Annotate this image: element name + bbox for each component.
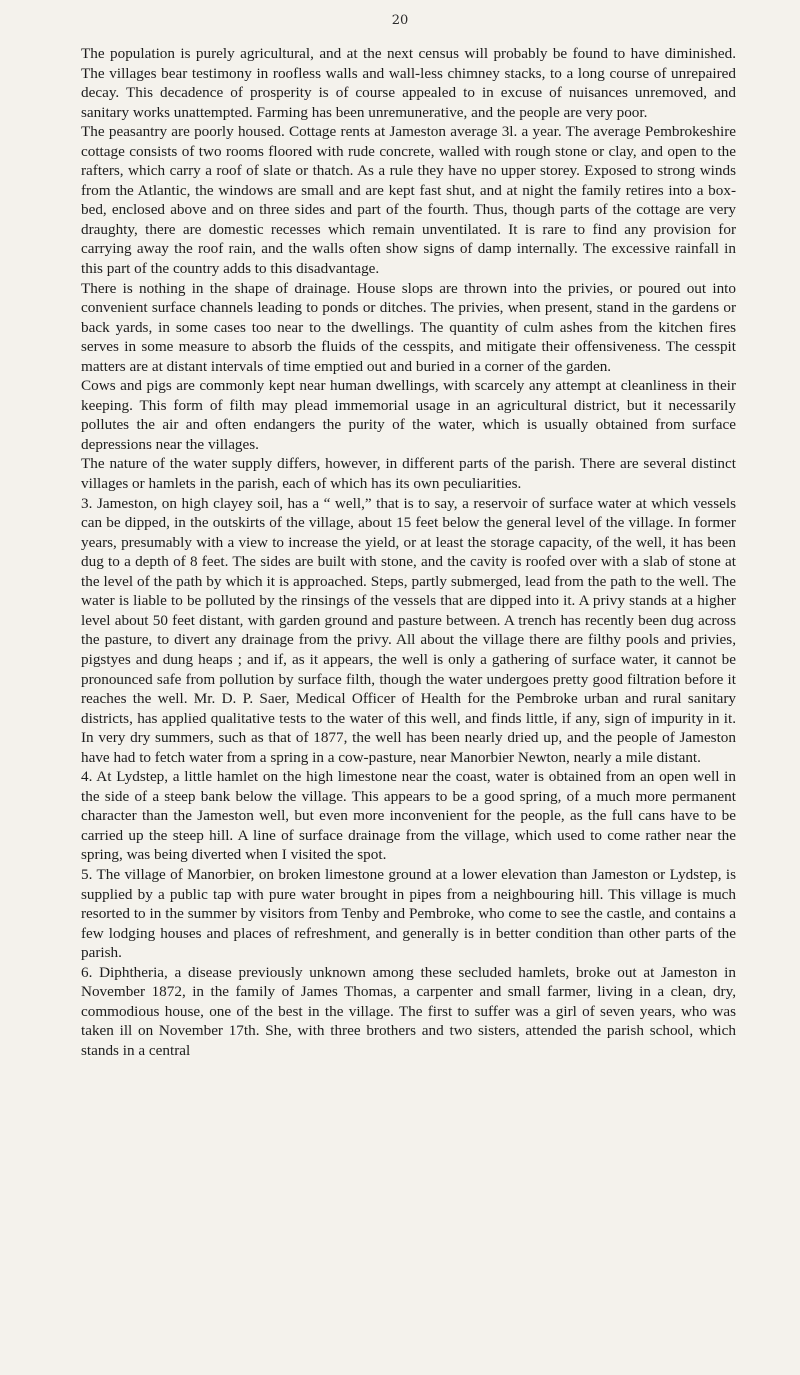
paragraph-jameston: 3. Jameston, on high clayey soil, has a “ well,” that is to say, a reservoir of surface water at which vessels can be dipped, in the outskirts of the village, about 15 feet below the general level of the village. In former years, presumably with a view to increase the yield, or at least the storage capacity, of the well, it has been dug to a depth of 8 feet. The sides are built with stone, and the cavity is roofed over with a slab of stone at the level of the path by which it is approached. Steps, partly submerged, lead from the path to the well. The water is liable to be polluted by the rinsings of the vessels that are dipped into it. A privy stands at a higher level about 50 feet distant, with garden ground and pasture between. A trench has recently been dug across the pasture, to divert any drainage from the privy. All about the village there are filthy pools and privies, pigstyes and dung heaps ; and if, as it appears, the well is only a gathering of surface water, it cannot be pronounced safe from pollution by surface filth, though the water undergoes pretty good filtration before it reaches the well. Mr. D. P. Saer, Medical Officer of Health for the Pembroke urban and rural sanitary districts, has applied qualitative tests to the water of this well, and finds little, if any, sign of impurity in it. In very dry summers, such as that of 1877, the well has been nearly dried up, and the people of Jameston have had to fetch water from a spring in a cow-pasture, near Manorbier Newton, nearly a mile distant. xyxy=(81,494,736,766)
paragraph-livestock: Cows and pigs are commonly kept near human dwellings, with scarcely any attempt at cleanliness in their keeping. This form of filth may plead immemorial usage in an agricultural district, but it necessarily pollutes the air and often endangers the purity of the water, which is usually obtained from surface depressions near the villages. xyxy=(81,377,736,453)
paragraph-water-supply: The nature of the water supply differs, however, in different parts of the parish. There are several distinct villages or hamlets in the parish, each of which has its own peculiarities. xyxy=(81,455,736,493)
paragraph-diphtheria: 6. Diphtheria, a disease previously unknown among these secluded hamlets, broke out at Jameston in November 1872, in the family of James Thomas, a carpenter and small farmer, living in a clean, dry, commodious house, one of the best in the village. The first to suffer was a girl of seven years, who was taken ill on November 17th. She, with three brothers and two sisters, attended the parish school, which stands in a central xyxy=(81,963,736,1059)
page-number: 20 xyxy=(391,13,409,28)
paragraph-manorbier: 5. The village of Manorbier, on broken limestone ground at a lower elevation than Jameston or Lydstep, is supplied by a public tap with pure water brought in pipes from a neighbouring hill. This village is much resorted to in the summer by visitors from Tenby and Pembroke, who come to see the castle, and contains a few lodging houses and places of refreshment, and generally is in better condition than other parts of the parish. xyxy=(81,865,736,962)
paragraph-housing: The peasantry are poorly housed. Cottage rents at Jameston average 3l. a year. The average Pembrokeshire cottage consists of two rooms floored with rude concrete, walled with rough stone or clay, and open to the rafters, which carry a roof of slate or thatch. As a rule they have no upper storey. Exposed to strong winds from the Atlantic, the windows are small and are kept fast shut, and at night the family retires into a box-bed, enclosed above and on three sides and part of the fourth. Thus, though parts of the cottage are very draughty, there are domestic recesses which remain unventilated. It is rare to find any provision for carrying away the roof rain, and the walls often show signs of damp internally. The excessive rainfall in this part of the country adds to this disadvantage. xyxy=(81,123,736,278)
paragraph-population: The population is purely agricultural, and at the next census will probably be found to have diminished. The villages bear testimony in roofless walls and wall-less chimney stacks, to a long course of unrepaired decay. This decadence of prosperity is of course appealed to in excuse of nuisances unremoved, and sanitary works unattempted. Farming has been unremunerative, and the people are very poor. xyxy=(81,45,736,121)
paragraph-drainage: There is nothing in the shape of drainage. House slops are thrown into the privies, or poured out into convenient surface channels leading to ponds or ditches. The privies, when present, stand in the gardens or back yards, in some cases too near to the dwellings. The quantity of culm ashes from the kitchen fires serves in some measure to absorb the fluids of the cesspits, and mitigate their offensiveness. The cesspit matters are at distant intervals of time emptied out and buried in a corner of the garden. xyxy=(81,279,736,375)
body-text xyxy=(81,44,736,1060)
paragraph-lydstep: 4. At Lydstep, a little hamlet on the high limestone near the coast, water is obtained from an open well in the side of a steep bank below the village. This appears to be a good spring, of a much more permanent character than the Jameston well, but even more inconvenient for the people, as the full cans have to be carried up the steep hill. A line of surface drainage from the village, which used to come rather near the spring, was being diverted when I visited the spot. xyxy=(81,768,736,864)
